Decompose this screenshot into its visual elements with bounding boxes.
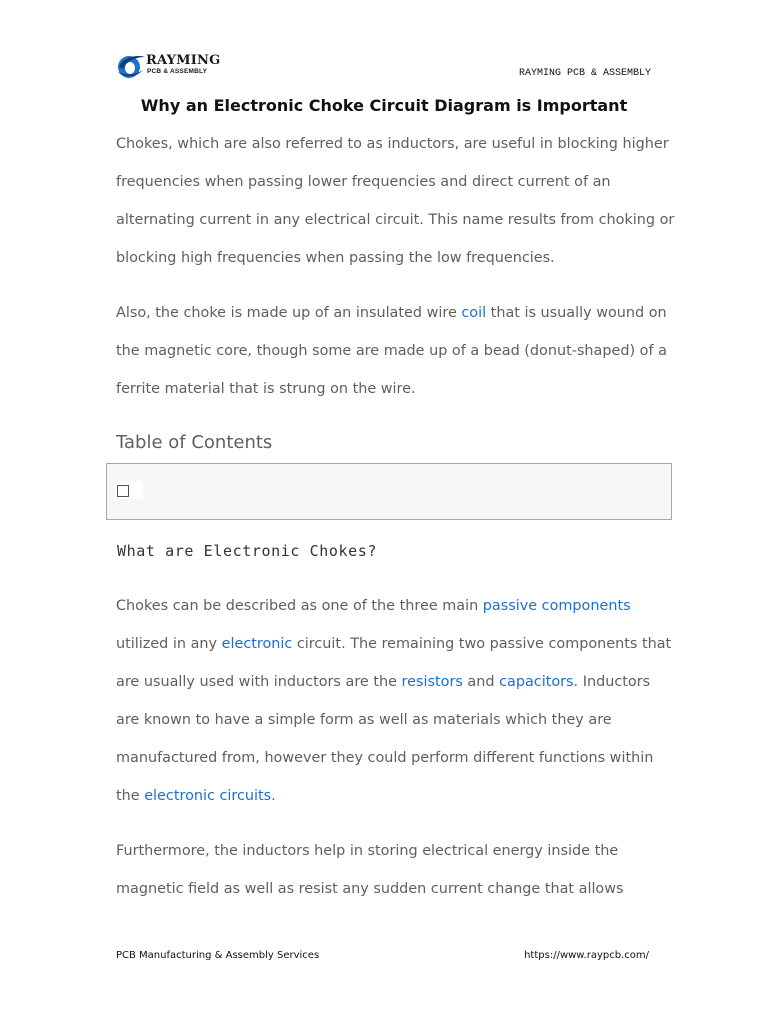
toc-title: Table of Contents <box>116 432 273 453</box>
footer-services: PCB Manufacturing & Assembly Services <box>116 950 320 961</box>
link-resistors[interactable]: resistors <box>401 674 463 690</box>
rayming-logo[interactable] <box>116 52 226 82</box>
toc-toggle-icon[interactable] <box>117 485 129 497</box>
page-title: Why an Electronic Choke Circuit Diagram is Important <box>140 96 628 115</box>
logo-name: RAYMING <box>146 53 221 68</box>
text-segment: utilized in any <box>116 636 222 652</box>
text-segment: circuit. The remaining two passive components that are usually used with inductors are the <box>116 636 672 690</box>
link-passive-components[interactable]: passive components <box>482 598 631 614</box>
text-segment: Chokes can be described as one of the three main <box>116 598 483 614</box>
link-capacitors[interactable]: capacitors. <box>499 674 579 690</box>
text-segment: Also, the choke is made up of an insulated wire <box>116 305 462 321</box>
section-paragraph-1 <box>116 587 676 815</box>
header-company-name: RAYMING PCB & ASSEMBLY <box>518 68 651 79</box>
link-coil[interactable]: coil <box>461 305 487 321</box>
logo-subtitle: PCB & ASSEMBLY <box>147 68 208 75</box>
footer-url[interactable]: https://www.raypcb.com/ <box>524 950 649 961</box>
toc-box <box>106 463 672 520</box>
link-electronic-circuits[interactable]: electronic circuits. <box>144 788 276 804</box>
text-segment: that is usually wound on the magnetic core, though some are made up of a bead (donut-shaped) of a ferrite material that is strung on the wire. <box>116 305 667 397</box>
intro-paragraph-1: Chokes, which are also referred to as inductors, are useful in blocking higher frequencies when passing lower frequencies and direct current of an alternating current in any electrical circuit. This name results from choking or blocking high frequencies when passing the low frequencies. <box>116 136 675 266</box>
link-electronic[interactable]: electronic <box>221 636 293 652</box>
section-heading-what-are-chokes: What are Electronic Chokes? <box>117 542 378 560</box>
text-segment: and <box>462 674 500 690</box>
section-paragraph-2: Furthermore, the inductors help in storing electrical energy inside the magnetic field as well as resist any sudden current change that allows <box>116 843 624 897</box>
intro-paragraph-2 <box>116 294 676 408</box>
rayming-logo-icon <box>116 52 146 80</box>
text-segment: Inductors are known to have a simple form as well as materials which they are manufactured from, however they could perform different functions within the <box>116 674 654 804</box>
